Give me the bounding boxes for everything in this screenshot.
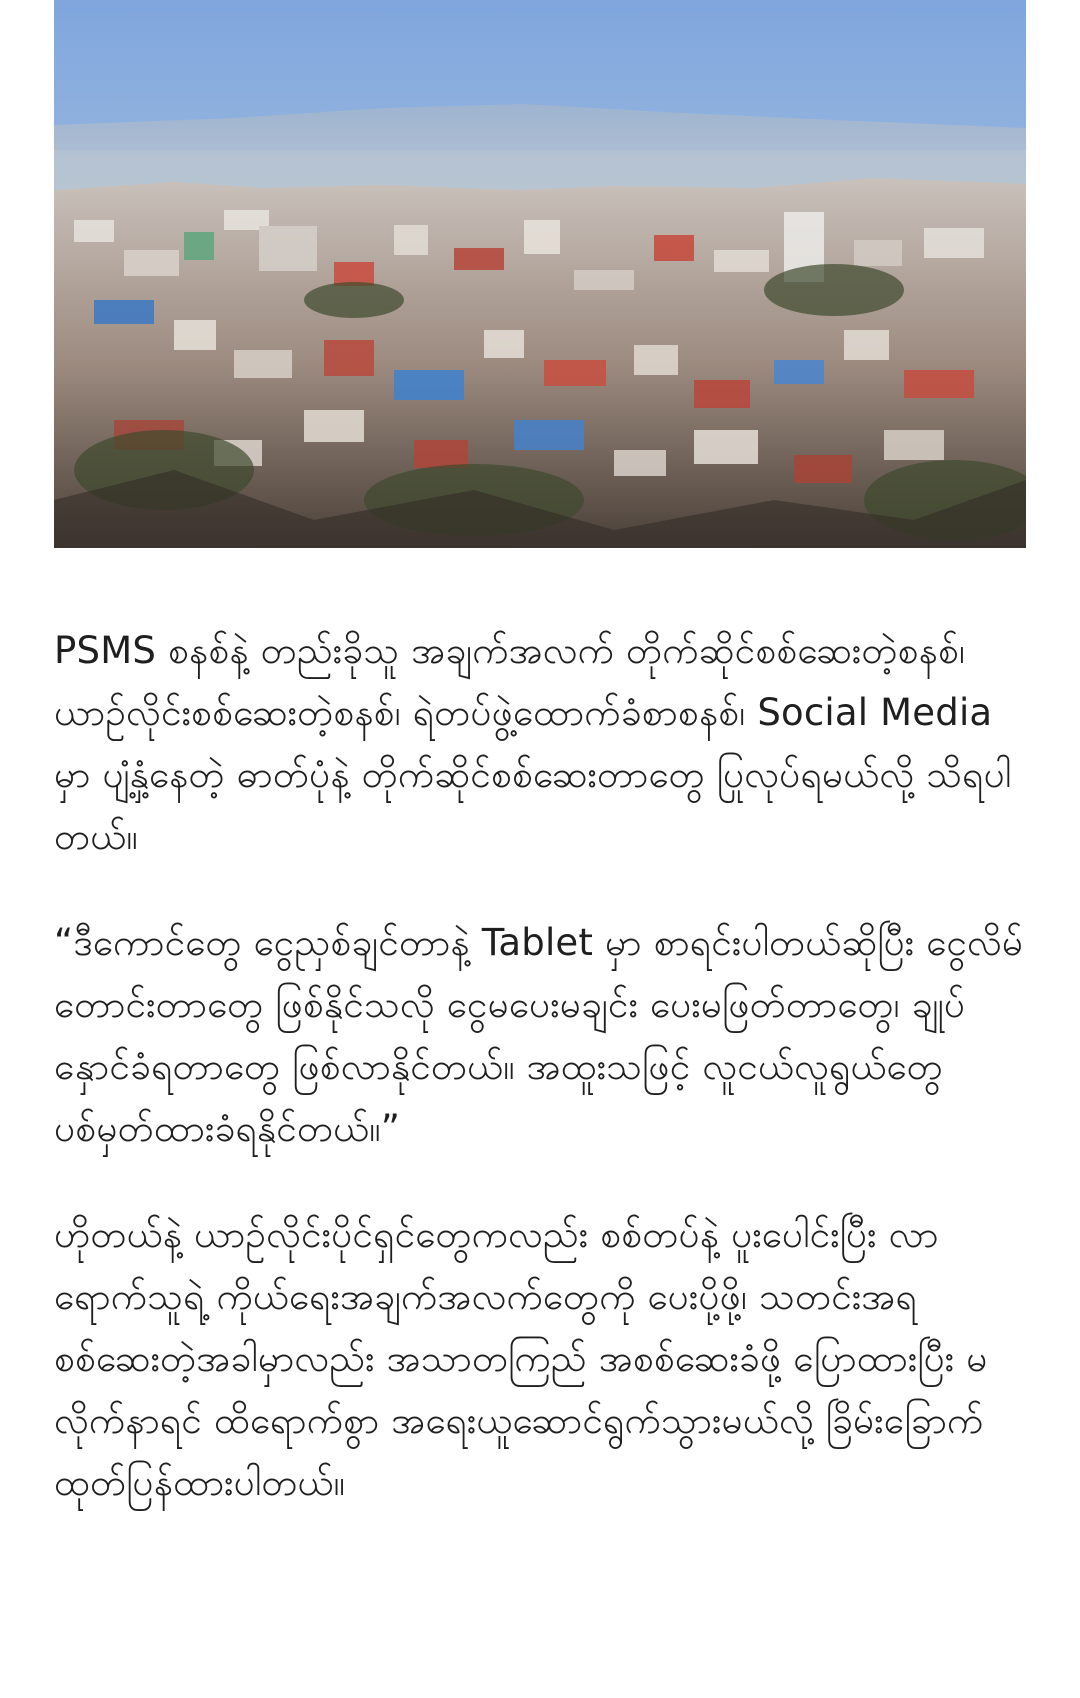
article-body bbox=[54, 620, 1026, 1558]
city-landscape-icon bbox=[54, 0, 1026, 548]
paragraph: ဟိုတယ်နဲ့ ယာဉ်လိုင်းပိုင်ရှင်တွေကလည်း စစ်တပ်နဲ့ ပူးပေါင်းပြီး လာရောက်သူရဲ့ ကိုယ်ရေးအချက်အလက်တွေကို ပေးပို့ဖို့၊ သတင်းအရ စစ်ဆေးတဲ့အခါမှာလည်း အသာတကြည် အစစ်ဆေးခံဖို့ ပြောထားပြီး မလိုက်နာရင် ထိရောက်စွာ အရေးယူဆောင်ရွက်သွားမယ်လို့ ခြိမ်းခြောက်ထုတ်ပြန်ထားပါတယ်။ bbox=[54, 1213, 988, 1504]
paragraph: PSMS စနစ်နဲ့ တည်းခိုသူ အချက်အလက် တိုက်ဆိုင်စစ်ဆေးတဲ့စနစ်၊ ယာဉ်လိုင်းစစ်ဆေးတဲ့စနစ်၊ ရဲတပ်ဖွဲ့ထောက်ခံစာစနစ်၊ Social Media မှာ ပျံ့နှံ့နေတဲ့ ဓာတ်ပုံနဲ့ တိုက်ဆိုင်စစ်ဆေးတာတွေ ပြုလုပ်ရမယ်လို့ သိရပါတယ်။ bbox=[54, 629, 1012, 858]
city-landscape-image bbox=[54, 0, 1026, 548]
paragraph: “ဒီကောင်တွေ ငွေညှစ်ချင်တာနဲ့ Tablet မှာ စာရင်းပါတယ်ဆိုပြီး ငွေလိမ်တောင်းတာတွေ ဖြစ်နိုင်သလို ငွေမပေးမချင်း ပေးမဖြတ်တာတွေ၊ ချုပ်နှောင်ခံရတာတွေ ဖြစ်လာနိုင်တယ်။ အထူးသဖြင့် လူငယ်လူရွယ်တွေ ပစ်မှတ်ထားခံရနိုင်တယ်။” bbox=[54, 921, 1024, 1150]
